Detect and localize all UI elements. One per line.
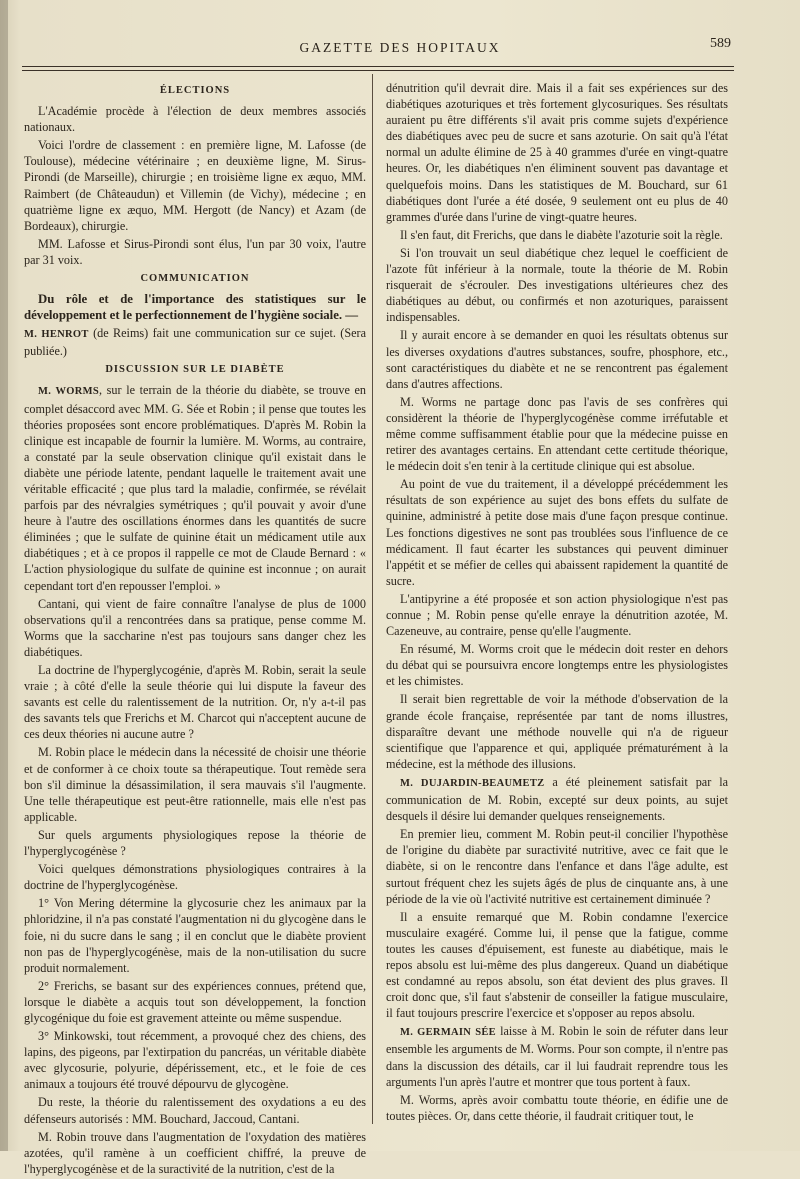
left-column: [24, 80, 366, 1179]
header-rule-thin: [22, 70, 734, 71]
column-divider: [372, 74, 373, 1124]
voici-paragraph: Voici quelques démonstrations physiologiques contraires à la doctrine de l'hyperglycogénèse.: [24, 862, 366, 893]
il-serait-paragraph: Il serait bien regrettable de voir la méthode d'observation de la grande école française, représentée par tant de noms illustres, disparaître devant une méthode nouvelle qui n'a de rigueur scientifique que l'apparence et qui, appliquée prématurément à la médecine, est la méthode des illusions.: [386, 692, 728, 771]
header-rule: [22, 66, 734, 67]
worms-paragraph: [24, 382, 366, 593]
robin-trouve-paragraph: M. Robin trouve dans l'augmentation de l'oxydation des matières azotées, qu'il ramène à un coefficient chiffré, la preuve de l'hyperglycogénèse et de la suractivité de la nutrition, c'est de la: [24, 1129, 366, 1176]
robin-place-paragraph: M. Robin place le médecin dans la nécessité de choisir une théorie et de conformer à ce choix toute sa thérapeutique. Tout remède sera bon s'il diminue la désassimilation, il sera mauvais s'il l'augmente. Une telle thérapeutique est peut-être rationnelle, mais elle n'est pas applicable.: [24, 745, 366, 824]
si-lon-paragraph: Si l'on trouvait un seul diabétique chez lequel le coefficient de l'azote fût inférieur à la normale, toute la théorie de M. Robin risquerait de s'écrouler. Des investigations ultérieures chez des diabétiques au début, ou confirmés et non azoturiques, paraissent indispensables.: [386, 245, 728, 325]
point-3-paragraph: 3° Minkowski, tout récemment, a provoqué chez des chiens, des lapins, des pigeons, par l'extirpation du pancréas, un véritable diabète avec glycosurie, polyurie, dépérissement, etc., et le foie de ces animaux a toujours été trouvé dépourvu de glycogène.: [24, 1029, 366, 1092]
denutrition-paragraph: dénutrition qu'il devrait dire. Mais il a fait ses expériences sur des diabétiques azoturiques et très fortement glycosuriques. Ses résultats auraient pu être différents s'il avait pris comme sujets d'expérience des diabétiques avec peu de sucre et sans azoturie. On sait qu'à l'état normal un adulte élimine de 25 à 40 grammes d'urée en vingt-quatre heures. Or, les diabétiques n'en éliminent souvent pas davantage et quelquefois moins. Dans les statistiques de M. Bouchard, sur 61 diabétiques dont l'urée a été dosée, 9 seulement ont eu plus de 40 grammes d'urée dans l'urine de vingt-quatre heures.: [386, 81, 728, 224]
germain-paragraph: [386, 1023, 728, 1089]
il-y-aurait-paragraph: Il y aurait encore à se demander en quoi les résultats obtenus sur les diverses oxydations d'autres substances, soufre, phosphore, etc., sont caractéristiques du diabète et ne se rencontrent pas également dans d'autres affections.: [386, 328, 728, 391]
dujardin-paragraph: [386, 774, 728, 824]
elections-title: ÉLECTIONS: [159, 85, 231, 96]
point-1-paragraph: 1° Von Mering détermine la glycosurie chez les animaux par la phloridzine, il n'a pas constaté l'augmentation ni du glycogène dans le foie, ni du sucre dans le sang ; il en conclut que le diabète provient non pas de l'hyperglycogénèse, mais de la non-utilisation du sucre produit normalement.: [24, 896, 366, 975]
dujardin-speaker: M. DUJARDIN-BEAUMETZ: [400, 777, 545, 789]
communication-paragraph: [24, 325, 366, 359]
doctrine-paragraph: La doctrine de l'hyperglycogénie, d'après M. Robin, serait la seule vraie ; à côté d'elle la seule théorie qui lui dispute la faveur des savants est celle du ralentissement de la nutrition. Or, n'y a-t-il pas des savants tels que Frerichs et M. Charcot qui n'acceptent aucune de ces deux théories ni aucune autre ?: [24, 663, 366, 742]
communication-heading: Du rôle et de l'importance des statistiques sur le développement et le perfectionnement de l'hygiène sociale. —: [24, 292, 366, 323]
elections-paragraph-1: L'Académie procède à l'élection de deux membres associés nationaux.: [24, 104, 366, 135]
discussion-title: DISCUSSION SUR LE DIABÈTE: [105, 364, 285, 376]
du-reste-paragraph: Du reste, la théorie du ralentissement des oxydations a eu des défenseurs autorisés : MM. Bouchard, Jaccoud, Cantani.: [24, 1095, 366, 1126]
worms-partage-paragraph: M. Worms ne partage donc pas l'avis de ses confrères qui considèrent la théorie de l'hyperglycogénèse comme irréfutable et même comme suffisamment établie pour que la médecine puisse en retirer des avantages certains. En attendant cette certitude théorique, le médecin doit s'en tenir à la certitude clinique qui est absolue.: [386, 394, 728, 474]
worms-speaker: M. WORMS: [38, 386, 99, 398]
en-resume-paragraph: En résumé, M. Worms croit que le médecin doit rester en dehors du débat qui se poursuivra encore longtemps entre les physiologistes et les chimistes.: [386, 642, 728, 689]
communication-author: M. HENROT: [24, 329, 89, 341]
binding-edge: [0, 0, 8, 1151]
frerichs-paragraph: Il s'en faut, dit Frerichs, que dans le diabète l'azoturie soit la règle.: [400, 227, 723, 242]
worms-text: , sur le terrain de la théorie du diabète, se trouve en complet désaccord avec MM. G. Sée et Robin ; il pense que toutes les théories proposées sont encore problématiques. D'après M. Robin la clinique est incapable de fournir la lumière. M. Worms, au contraire, a constaté par la seule observation clinique qu'il existait dans le diabète une période latente, pendant laquelle le traitement avait une véritable efficacité ; que plus tard la maladie, confirmée, se révélait parfois par des névralgies symétriques ; qu'il pouvait y avoir d'une heure à l'autre des oscillations énormes dans les quantités de sucre éliminées ; que le sulfate de quinine était un médicament utile aux diabétiques ; et à ce propos il rappelle ce mot de Claude Bernard : « L'action physiologique du sulfate de quinine est inconnue ; on aurait cependant tort d'en repousser l'emploi. »: [24, 383, 367, 593]
dujardin-text: a été pleinement satisfait par la communication de M. Robin, excepté sur deux points, au sujet desquels il désire lui demander quelques renseignements.: [386, 774, 728, 824]
germain-speaker: M. GERMAIN SÉE: [400, 1027, 496, 1039]
communication-title: COMMUNICATION: [140, 273, 250, 285]
point-2-paragraph: 2° Frerichs, se basant sur des expériences connues, prétend que, lorsque le diabète a acquis tout son développement, la fonction glycogénique du foie est gravement atteinte ou même suspendue.: [24, 978, 366, 1025]
cantani-paragraph: Cantani, qui vient de faire connaître l'analyse de plus de 1000 observations qu'il a rencontrées dans sa pratique, pense comme M. Worms que la saccharine n'est pas toujours sans danger chez les diabétiques.: [24, 596, 366, 659]
premier-lieu-paragraph: En premier lieu, comment M. Robin peut-il concilier l'hypothèse de l'origine du diabète par suractivité nutritive, avec ce fait que le diabète, si on le rencontre dans l'enfance et dans l'âge adulte, est surtout fréquent chez les sujets âgés de plus de cinquante ans, à une période de la vie où l'activité nutritive est certainement diminuée ?: [386, 827, 728, 906]
page-number: 589: [710, 36, 731, 51]
antipyrine-paragraph: L'antipyrine a été proposée et son action physiologique n'est pas connue ; M. Robin pense qu'elle enraye la dénutrition azotée, M. Cazeneuve, au contraire, pense qu'elle l'augmente.: [386, 591, 728, 639]
au-point-paragraph: Au point de vue du traitement, il a développé précédemment les résultats de son expérience au sujet des bons effets du sulfate de quinine, administré à petite dose mais d'une façon presque continue. Les fonctions digestives ne sont pas troublées sous l'influence de ce médicament. Il faut écarter les substances qui peuvent diminuer l'appétit et se méfier de celles qui abaissent rapidement la quantité de sucre.: [386, 477, 728, 588]
elections-paragraph-2: Voici l'ordre de classement : en première ligne, M. Lafosse (de Toulouse), médecine vétérinaire ; en deuxième ligne, M. Sirus-Pirondi (de Marseille), chirurgie ; en troisième ligne ex æquo, MM. Raimbert (de Châteaudun) et Villemin (de Vichy), médecine ; en quatrième ligne ex æquo, MM. Hergott (de Nancy) et Azam (de Bordeaux), chirurgie.: [24, 138, 366, 233]
remarque-paragraph: Il a ensuite remarqué que M. Robin condamne l'exercice musculaire exagéré. Comme lui, il pense que la fatigue, comme toutes les causes d'épuisement, est funeste au diabétique, mais le repos absolu est lui-même des plus dangereux. Quand un diabétique est condamné au repos absolu, son état devient des plus graves. Il croit donc que, s'il faut s'abstenir de conseiller la fatigue musculaire, il faut toujours prescrire l'exercice et s'opposer au repos absolu.: [386, 909, 728, 1021]
communication-text: (de Reims) fait une communication sur ce sujet. (Sera publiée.): [24, 326, 366, 359]
sur-quels-paragraph: Sur quels arguments physiologiques repose la théorie de l'hyperglycogénèse ?: [24, 827, 366, 859]
germain-text: laisse à M. Robin le soin de réfuter dans leur ensemble les arguments de M. Worms. Pour son compte, il n'entre pas dans la discussion des détails, car il lui faudrait reprendre tous les arguments l'un après l'autre et montrer que tous portent à faux.: [386, 1024, 728, 1089]
elections-paragraph-3: MM. Lafosse et Sirus-Pirondi sont élus, l'un par 30 voix, l'autre par 31 voix.: [24, 236, 366, 267]
worms-apres-paragraph: M. Worms, après avoir combattu toute théorie, en édifie une de toutes pièces. Or, dans cette théorie, il faudrait critiquer tout, le: [386, 1092, 728, 1123]
right-column: [386, 80, 728, 1126]
page-header-title: GAZETTE DES HOPITAUX: [299, 40, 501, 55]
